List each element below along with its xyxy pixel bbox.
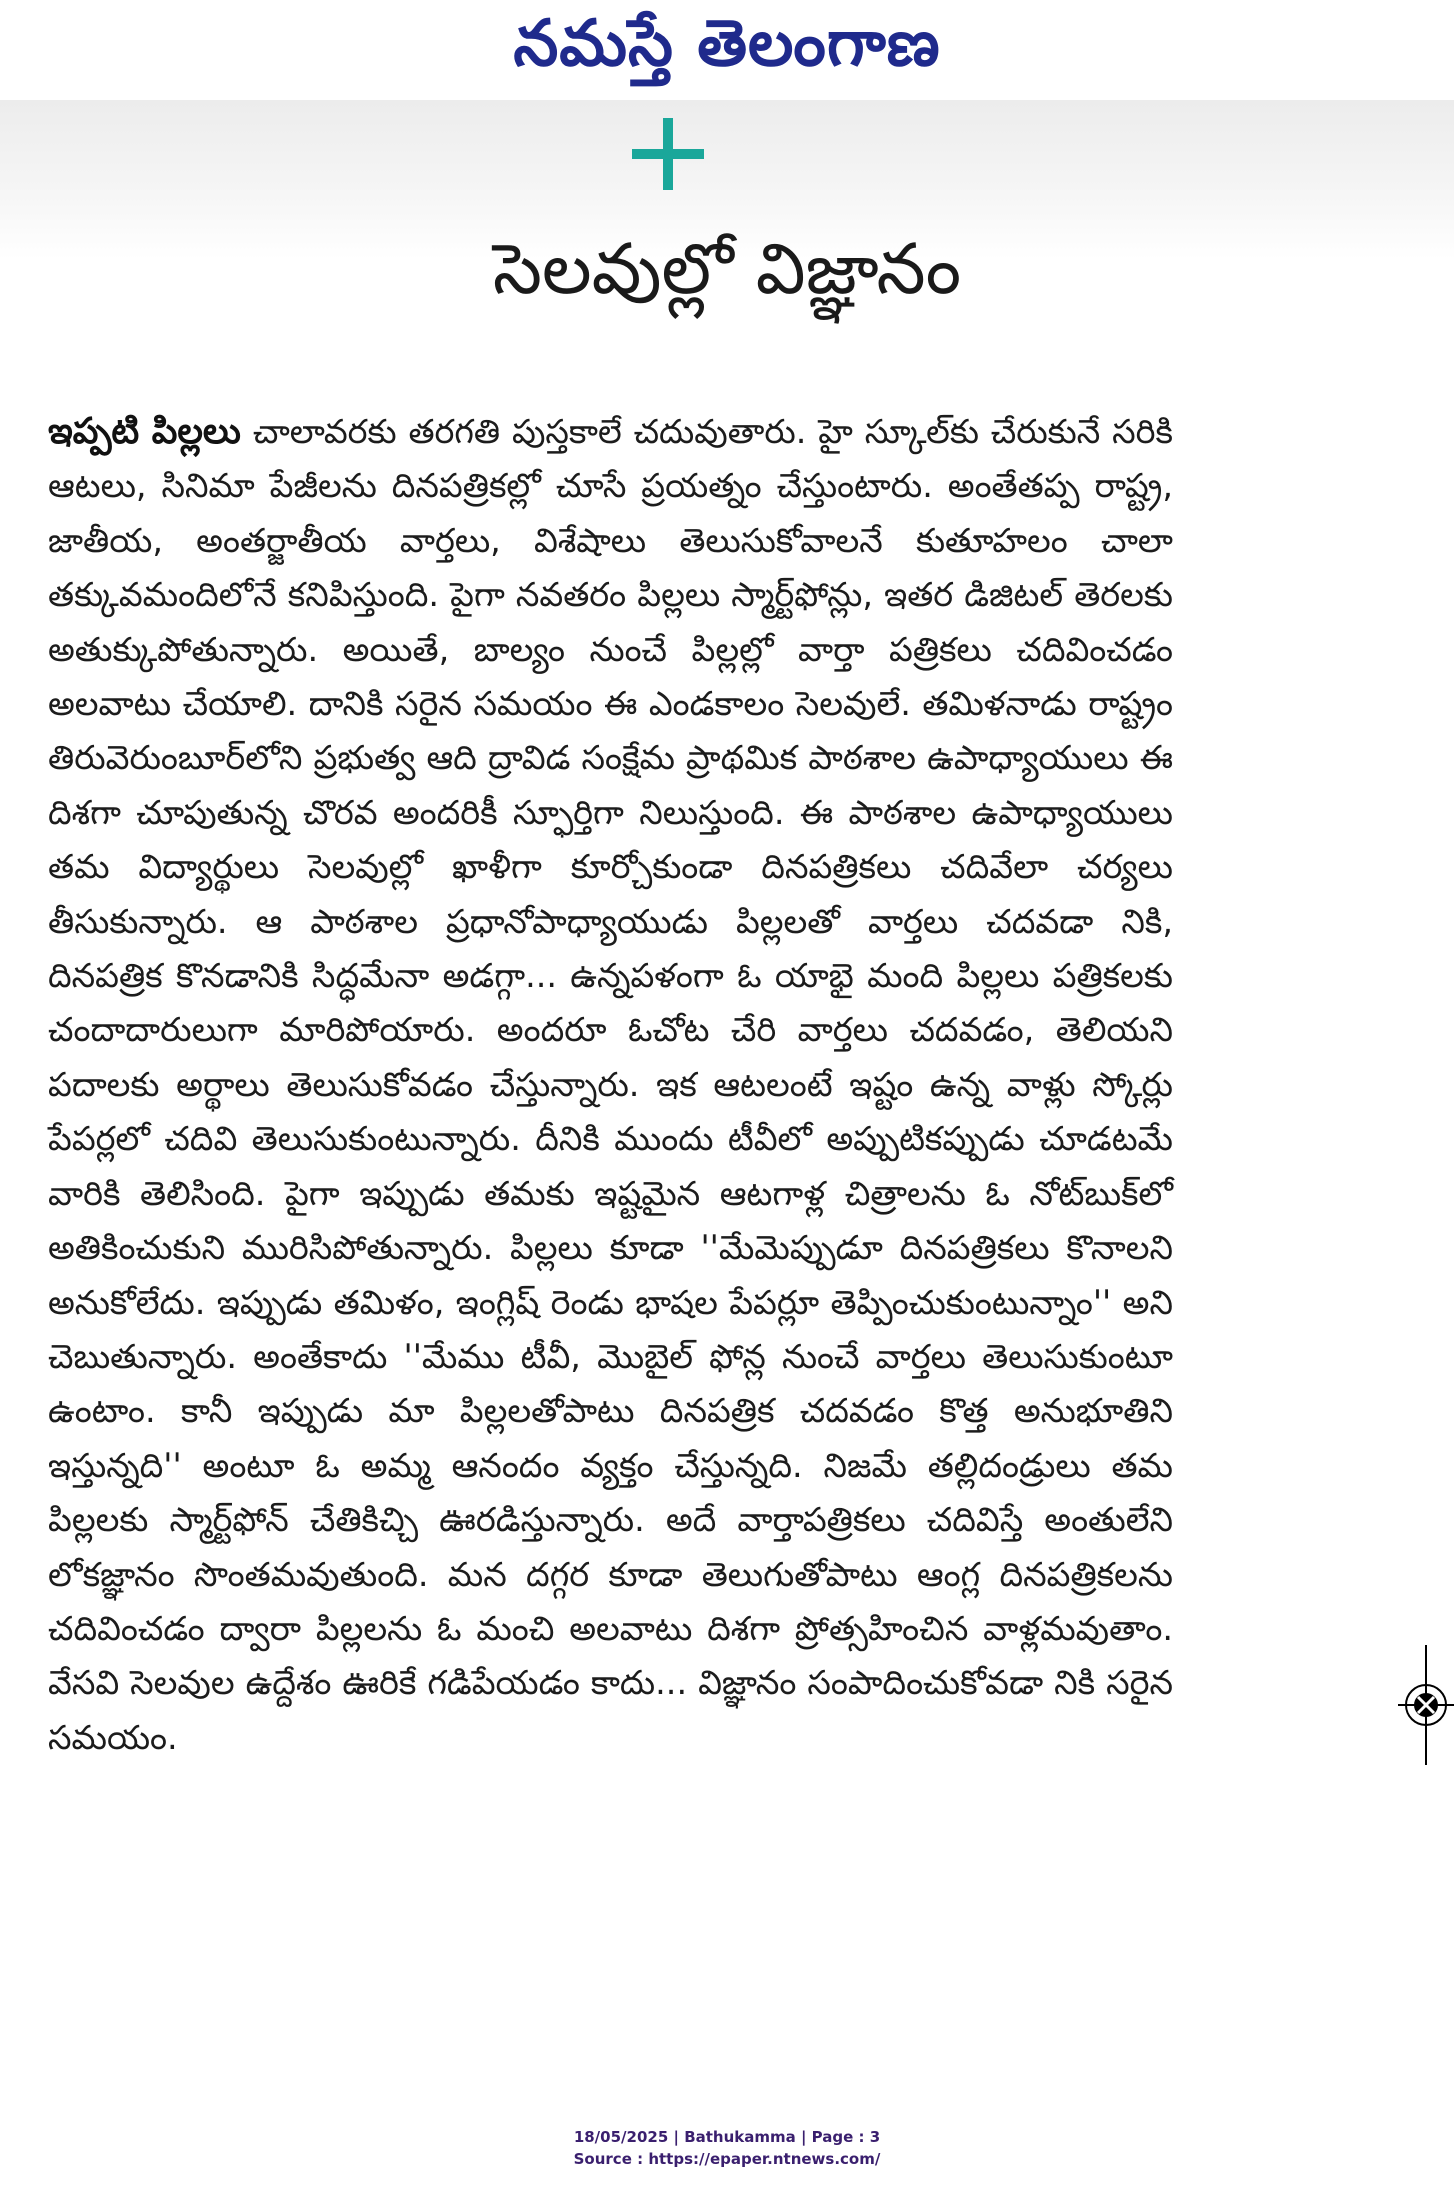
plus-icon xyxy=(632,118,704,190)
masthead-title: నమస్తే తెలంగాణ xyxy=(513,6,941,81)
article-body xyxy=(48,405,1173,1765)
registration-mark-icon xyxy=(1398,1645,1454,1765)
article-headline: సెలవుల్లో విజ్ఞానం xyxy=(492,228,962,310)
footer-source: Source : https://epaper.ntnews.com/ xyxy=(573,2150,881,2168)
page-footer xyxy=(0,2126,1454,2170)
footer-edition: 18/05/2025 | Bathukamma | Page : 3 xyxy=(573,2128,881,2146)
article-text: చాలావరకు తరగతి పుస్తకాలే చదువుతారు. హై స్కూల్‌కు చేరుకునే సరికి ఆటలు, సినిమా పేజీలను దినపత్రికల్లో చూసే ప్రయత్నం చేస్తుంటారు. అంతేతప్ప రాష్ట్ర, జాతీయ, అంతర్జాతీయ వార్తలు, విశేషాలు తెలుసుకోవాలనే కుతూహలం చాలా తక్కువమందిలోనే కనిపిస్తుంది. పైగా నవతరం పిల్లలు స్మార్ట్‌ఫోన్లు, ఇతర డిజిటల్ తెరలకు అతుక్కుపోతున్నారు. అయితే, బాల్యం నుంచే పిల్లల్లో వార్తా పత్రికలు చదివించడం అలవాటు చేయాలి. దానికి సరైన సమయం ఈ ఎండకాలం సెలవులే. తమిళనాడు రాష్ట్రం తిరువెరుంబూర్‌లోని ప్రభుత్వ ఆది ద్రావిడ సంక్షేమ ప్రాథమిక పాఠశాల ఉపాధ్యాయులు ఈ దిశగా చూపుతున్న చొరవ అందరికీ స్ఫూర్తిగా నిలుస్తుంది. ఈ పాఠశాల ఉపాధ్యాయులు తమ విద్యార్థులు సెలవుల్లో ఖాళీగా కూర్చోకుండా దినపత్రికలు చదివేలా చర్యలు తీసుకున్నారు. ఆ పాఠశాల ప్రధానోపాధ్యాయుడు పిల్లలతో వార్తలు చదవడా నికి, దినపత్రిక కొనడానికి సిద్ధమేనా అడగ్గా... ఉన్నపళంగా ఓ యాభై మంది పిల్లలు పత్రికలకు చందాదారులుగా మారిపోయారు. అందరూ ఓచోట చేరి వార్తలు చదవడం, తెలియని పదాలకు అర్థాలు తెలుసుకోవడం చేస్తున్నారు. ఇక ఆటలంటే ఇష్టం ఉన్న వాళ్లు స్కోర్లు పేపర్లలో చదివి తెలుసుకుంటున్నారు. దీనికి ముందు టీవీలో అప్పుటికప్పుడు చూడటమే వారికి తెలిసింది. పైగా ఇప్పుడు తమకు ఇష్టమైన ఆటగాళ్ల చిత్రాలను ఓ నోట్‌బుక్‌లో అతికించుకుని మురిసిపోతున్నారు. పిల్లలు కూడా ''మేమెప్పుడూ దినపత్రికలు కొనాలని అనుకోలేదు. ఇప్పుడు తమిళం, ఇంగ్లిష్ రెండు భాషల పేపర్లూ తెప్పించుకుంటున్నాం'' అని చెబుతున్నారు. అంతేకాదు ''మేము టీవీ, మొబైల్ ఫోన్ల నుంచే వార్తలు తెలుసుకుంటూ ఉంటాం. కానీ ఇప్పుడు మా పిల్లలతోపాటు దినపత్రిక చదవడం కొత్త అనుభూతిని ఇస్తున్నది'' అంటూ ఓ అమ్మ ఆనందం వ్యక్తం చేస్తున్నది. నిజమే తల్లిదండ్రులు తమ పిల్లలకు స్మార్ట్‌ఫోన్ చేతికిచ్చి ఊరడిస్తున్నారు. అదే వార్తాపత్రికలు చదివిస్తే అంతులేని లోకజ్ఞానం సొంతమవుతుంది. మన దగ్గర కూడా తెలుగుతోపాటు ఆంగ్ల దినపత్రికలను చదివించడం ద్వారా పిల్లలను ఓ మంచి అలవాటు దిశగా ప్రోత్సహించిన వాళ్లమవుతాం. వేసవి సెలవుల ఉద్దేశం ఊరికే గడిపేయడం కాదు... విజ్ఞానం సంపాదించుకోవడా నికి సరైన సమయం. xyxy=(48,412,1173,1757)
article-lead: ఇప్పటి పిల్లలు xyxy=(48,411,241,452)
